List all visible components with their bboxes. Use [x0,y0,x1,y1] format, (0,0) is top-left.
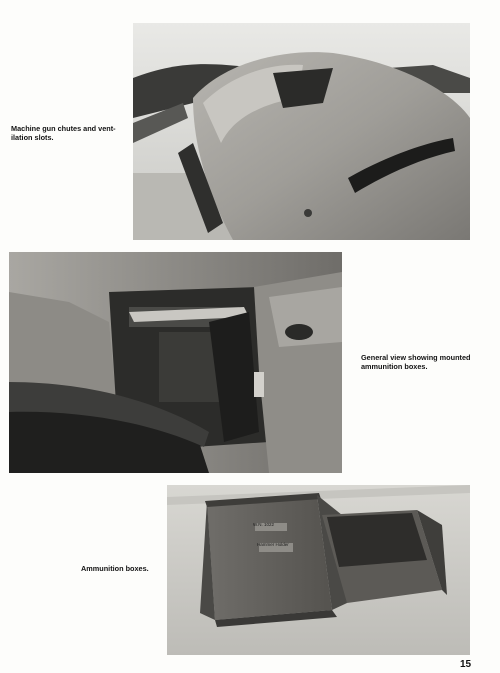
photo-machine-gun-chutes [133,23,470,240]
caption-mounted-ammunition-boxes: General view showing mounted ammunition boxes. [361,353,471,371]
photo-ammunition-boxes [167,485,470,655]
page-number: 15 [460,659,472,670]
caption-machine-gun-chutes: Machine gun chutes and vent- ilation slots. [11,124,116,142]
photo-mounted-ammunition-boxes [9,252,342,473]
caption-ammunition-boxes: Ammunition boxes. [81,564,149,573]
box-marking-label: Hammer Holder [257,542,289,547]
box-marking-number: W.N. 1022 [253,522,275,527]
